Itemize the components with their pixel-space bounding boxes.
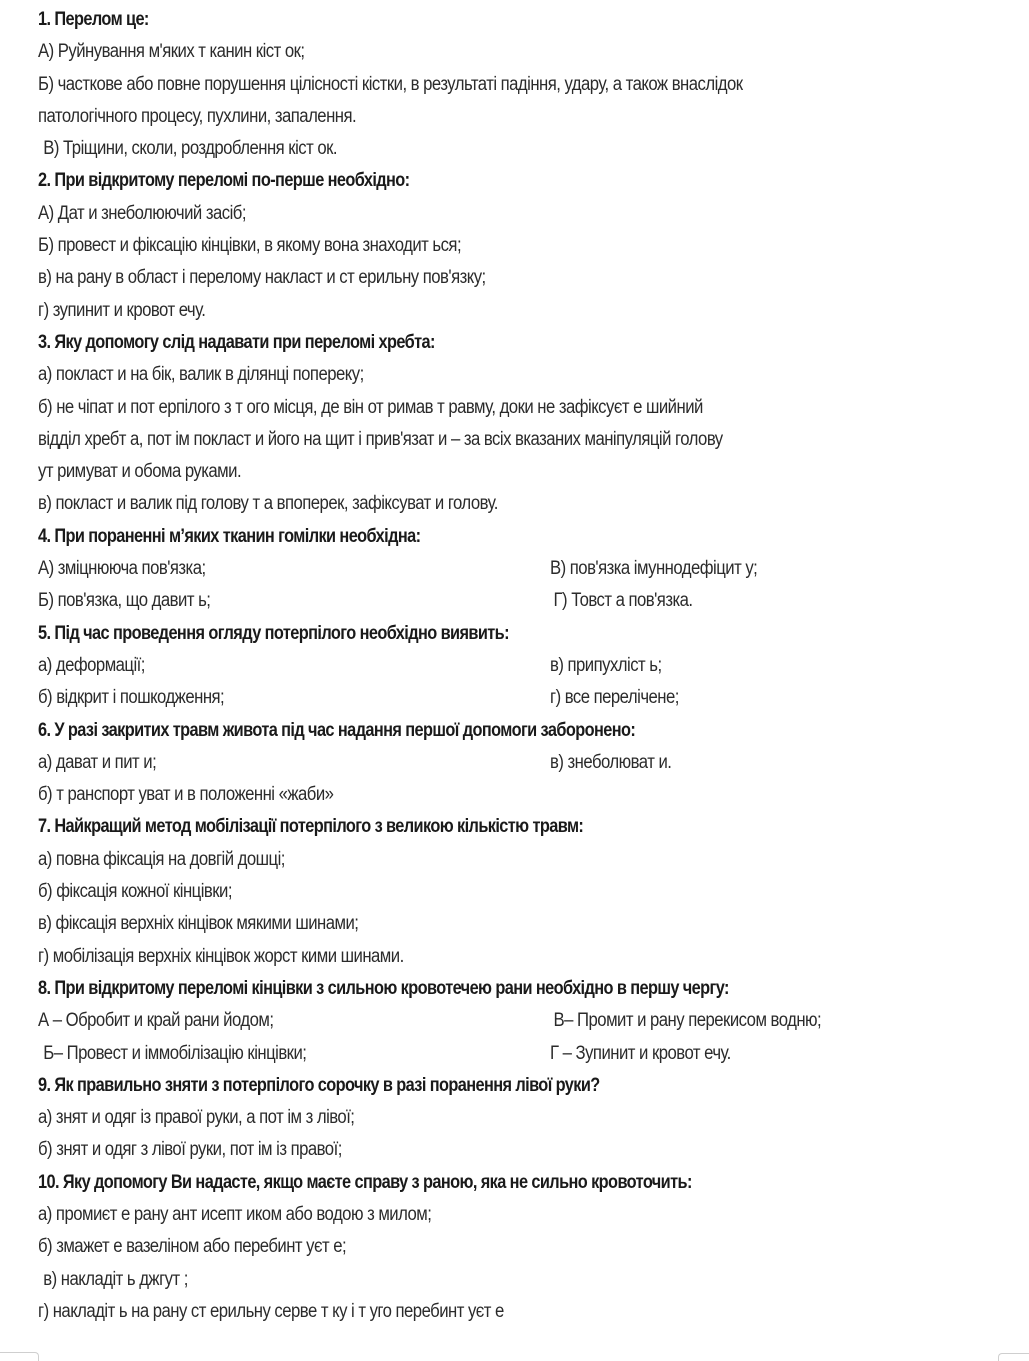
- page-corner-right: [998, 1353, 1029, 1361]
- question-9-option-b: б) знят и одяг з лівої руки, пот ім із правої;: [38, 1139, 342, 1161]
- question-7-option-c: в) фіксація верхніх кінцівок мякими шинами;: [38, 913, 359, 935]
- question-8-option-a: А – Обробит и край рани йодом;: [38, 1010, 274, 1032]
- page-corner-left: [0, 1352, 39, 1361]
- question-5-title: 5. Під час проведення огляду потерпілого необхідно виявить:: [38, 622, 509, 644]
- question-6-title: 6. У разі закритих травм живота під час надання першої допомоги заборонено:: [38, 719, 636, 741]
- question-6-row-2: [38, 779, 1008, 811]
- question-1-title: 1. Перелом це:: [38, 9, 149, 30]
- question-5-option-b: б) відкрит і пошкодження;: [38, 687, 225, 709]
- question-10-option-d: г) накладіт ь на рану ст ерильну серве т ку і т уго перебинт уєт е: [38, 1300, 504, 1322]
- question-3-option-a: а) покласт и на бік, валик в ділянці попереку;: [38, 364, 364, 386]
- question-5-option-a: а) деформації;: [38, 654, 145, 676]
- question-4-row-2: [38, 585, 1008, 617]
- question-7-option-a: а) повна фіксація на довгій дошці;: [38, 848, 285, 870]
- question-8-row-1: [38, 1005, 1008, 1037]
- question-9-option-a: а) знят и одяг із правої руки, а пот ім з лівої;: [38, 1107, 355, 1129]
- question-4-option-c: В) пов'язка імуннодефіцит у;: [550, 558, 758, 580]
- question-10-option-a: а) промиєт е рану ант исепт иком або водою з милом;: [38, 1203, 432, 1225]
- question-5-row-2: [38, 682, 1008, 714]
- question-3-option-b-continued-2: ут римуват и обома руками.: [38, 461, 242, 483]
- question-10-option-b: б) змажет е вазеліном або перебинт уєт е;: [38, 1236, 347, 1258]
- question-1-option-b: Б) часткове або повне порушення цілісності кістки, в результаті падіння, удару, а також внаслідок: [38, 73, 743, 95]
- question-7-option-d: г) мобілізація верхніх кінцівок жорст кими шинами.: [38, 945, 404, 967]
- question-6-option-b: б) т ранспорт уват и в положенні «жаби»: [38, 784, 334, 806]
- question-8-option-c: В– Промит и рану перекисом водню;: [553, 1010, 822, 1032]
- question-8-row-2: [38, 1038, 1008, 1070]
- question-2-title: 2. При відкритому переломі по-перше необхідно:: [38, 170, 410, 192]
- question-7-title: 7. Найкращий метод мобілізації потерпілого з великою кількістю травм:: [38, 816, 584, 838]
- question-6-option-a: а) дават и пит и;: [38, 751, 157, 773]
- question-8-option-d: Г – Зупинит и кровот ечу.: [550, 1042, 731, 1064]
- question-5-option-c: в) припухліст ь;: [550, 654, 662, 676]
- question-8-title: 8. При відкритому переломі кінцівки з сильною кровотечею рани необхідно в першу чергу:: [38, 977, 729, 999]
- question-8-option-b: Б– Провест и іммобілізацію кінцівки;: [43, 1042, 307, 1064]
- question-4-option-a: А) зміцнююча пов'язка;: [38, 558, 206, 580]
- question-4-option-b: Б) пов'язка, що давит ь;: [38, 590, 211, 612]
- quiz-document: [38, 4, 1008, 1328]
- question-1-option-c: В) Тріщини, сколи, роздроблення кіст ок.: [43, 138, 338, 160]
- question-2-option-d: г) зупинит и кровот ечу.: [38, 299, 206, 321]
- question-2-option-b: Б) провест и фіксацію кінцівки, в якому вона знаходит ься;: [38, 235, 462, 257]
- question-1-option-b-continued: патологічного процесу, пухлини, запалення.: [38, 105, 357, 127]
- question-6-row-1: [38, 747, 1008, 779]
- question-10-option-c: в) накладіт ь джгут ;: [43, 1268, 188, 1290]
- question-5-row-1: [38, 650, 1008, 682]
- question-3-option-c: в) покласт и валик під голову т а впоперек, зафіксуват и голову.: [38, 493, 498, 515]
- question-4-row-1: [38, 553, 1008, 585]
- question-3-option-b-continued: відділ хребт а, пот ім покласт и його на щит і прив'язат и – за всіх вказаних маніпуляцій голову: [38, 428, 723, 450]
- question-5-option-d: г) все перелічене;: [550, 687, 679, 709]
- question-2-option-c: в) на рану в област і перелому накласт и ст ерильну пов'язку;: [38, 267, 486, 289]
- question-1-option-a: А) Руйнування м'яких т канин кіст ок;: [38, 41, 305, 63]
- question-6-option-c: в) знеболюват и.: [550, 751, 672, 773]
- question-4-option-d: Г) Товст а пов'язка.: [553, 590, 693, 612]
- question-7-option-b: б) фіксація кожної кінцівки;: [38, 881, 232, 903]
- question-4-title: 4. При пораненні м’яких тканин гомілки необхідна:: [38, 525, 421, 547]
- question-10-title: 10. Яку допомогу Ви надасте, якщо маєте справу з раною, яка не сильно кровоточить:: [38, 1171, 692, 1193]
- question-9-title: 9. Як правильно зняти з потерпілого сорочку в разі поранення лівої руки?: [38, 1074, 600, 1096]
- question-3-option-b: б) не чіпат и пот ерпілого з т ого місця, де він от римав т равму, доки не зафіксуєт е шийний: [38, 396, 703, 418]
- question-3-title: 3. Яку допомогу слід надавати при переломі хребта:: [38, 331, 435, 353]
- question-2-option-a: А) Дат и знеболюючий засіб;: [38, 202, 246, 224]
